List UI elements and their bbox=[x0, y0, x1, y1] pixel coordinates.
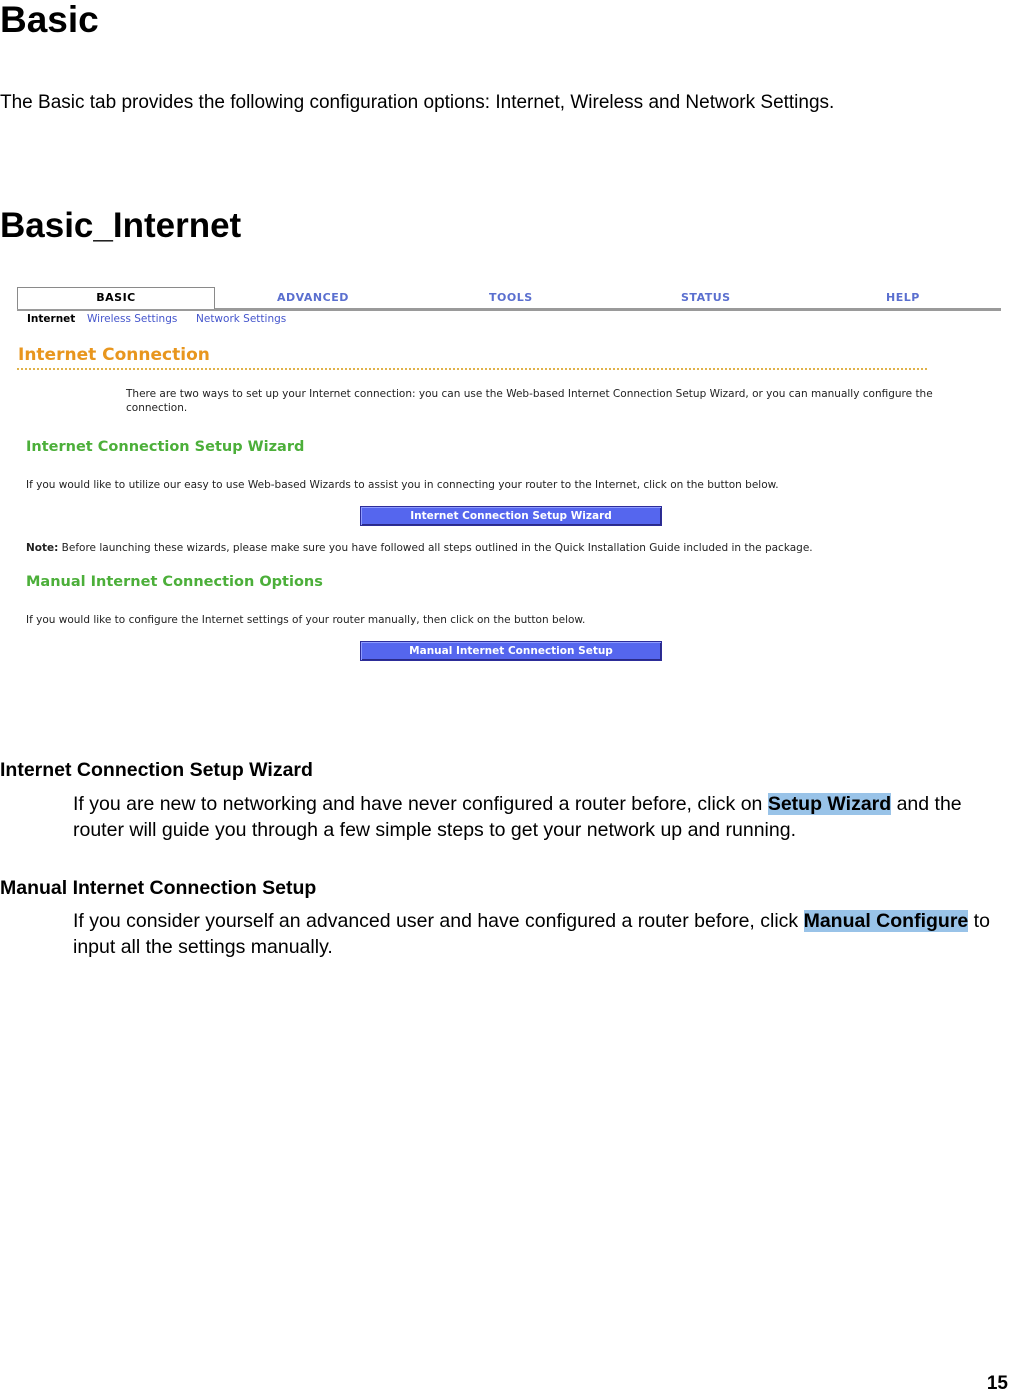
note-label: Note: bbox=[26, 542, 59, 554]
wizard-description-heading: Internet Connection Setup Wizard bbox=[0, 759, 313, 781]
dotted-divider bbox=[17, 368, 927, 370]
manual-configure-highlight: Manual Configure bbox=[803, 910, 969, 932]
router-intro-text: There are two ways to set up your Internet connection: you can use the Web-based Internet Connection Setup Wizard, or you can manually configure the connection. bbox=[126, 388, 933, 414]
tab-basic[interactable]: BASIC bbox=[17, 287, 215, 309]
router-heading: Internet Connection bbox=[18, 345, 210, 365]
tab-help[interactable]: HELP bbox=[886, 291, 920, 304]
wizard-heading: Internet Connection Setup Wizard bbox=[26, 439, 305, 455]
wizard-description-before: If you are new to networking and have never configured a router before, click on bbox=[73, 793, 768, 815]
subnav-wireless-settings[interactable]: Wireless Settings bbox=[87, 313, 178, 325]
wizard-text: If you would like to utilize our easy to use Web-based Wizards to assist you in connecting your router to the Internet, click on the button below. bbox=[26, 479, 779, 491]
tab-status[interactable]: STATUS bbox=[681, 291, 731, 304]
wizard-description-text bbox=[73, 791, 1010, 843]
subnav-internet[interactable]: Internet bbox=[27, 313, 76, 325]
router-ui-screenshot bbox=[17, 283, 1003, 683]
manual-description-before: If you consider yourself an advanced user and have configured a router before, click bbox=[73, 910, 804, 932]
router-tab-bar bbox=[17, 287, 1001, 311]
manual-setup-button[interactable]: Manual Internet Connection Setup bbox=[360, 641, 662, 661]
setup-wizard-button[interactable]: Internet Connection Setup Wizard bbox=[360, 506, 662, 526]
wizard-description-after: and the router will guide you through a few simple steps to get your network up and running. bbox=[73, 793, 962, 841]
manual-text: If you would like to configure the Internet settings of your router manually, then click on the button below. bbox=[26, 614, 586, 626]
manual-description-text bbox=[73, 908, 1010, 960]
page-title: Basic bbox=[0, 0, 99, 40]
subnav-network-settings[interactable]: Network Settings bbox=[196, 313, 287, 325]
manual-heading: Manual Internet Connection Options bbox=[26, 574, 323, 590]
setup-wizard-highlight: Setup Wizard bbox=[767, 793, 892, 815]
manual-description-heading: Manual Internet Connection Setup bbox=[0, 877, 317, 899]
tab-tools[interactable]: TOOLS bbox=[489, 291, 533, 304]
section-title: Basic_Internet bbox=[0, 206, 242, 245]
page-number: 15 bbox=[986, 1373, 1008, 1394]
manual-description-after: to input all the settings manually. bbox=[73, 910, 990, 958]
intro-paragraph: The Basic tab provides the following configuration options: Internet, Wireless and Network Settings. bbox=[0, 92, 835, 113]
note-line bbox=[26, 541, 986, 555]
tab-advanced[interactable]: ADVANCED bbox=[277, 291, 349, 304]
note-text: Before launching these wizards, please make sure you have followed all steps outlined in the Quick Installation Guide included in the package. bbox=[58, 542, 813, 554]
